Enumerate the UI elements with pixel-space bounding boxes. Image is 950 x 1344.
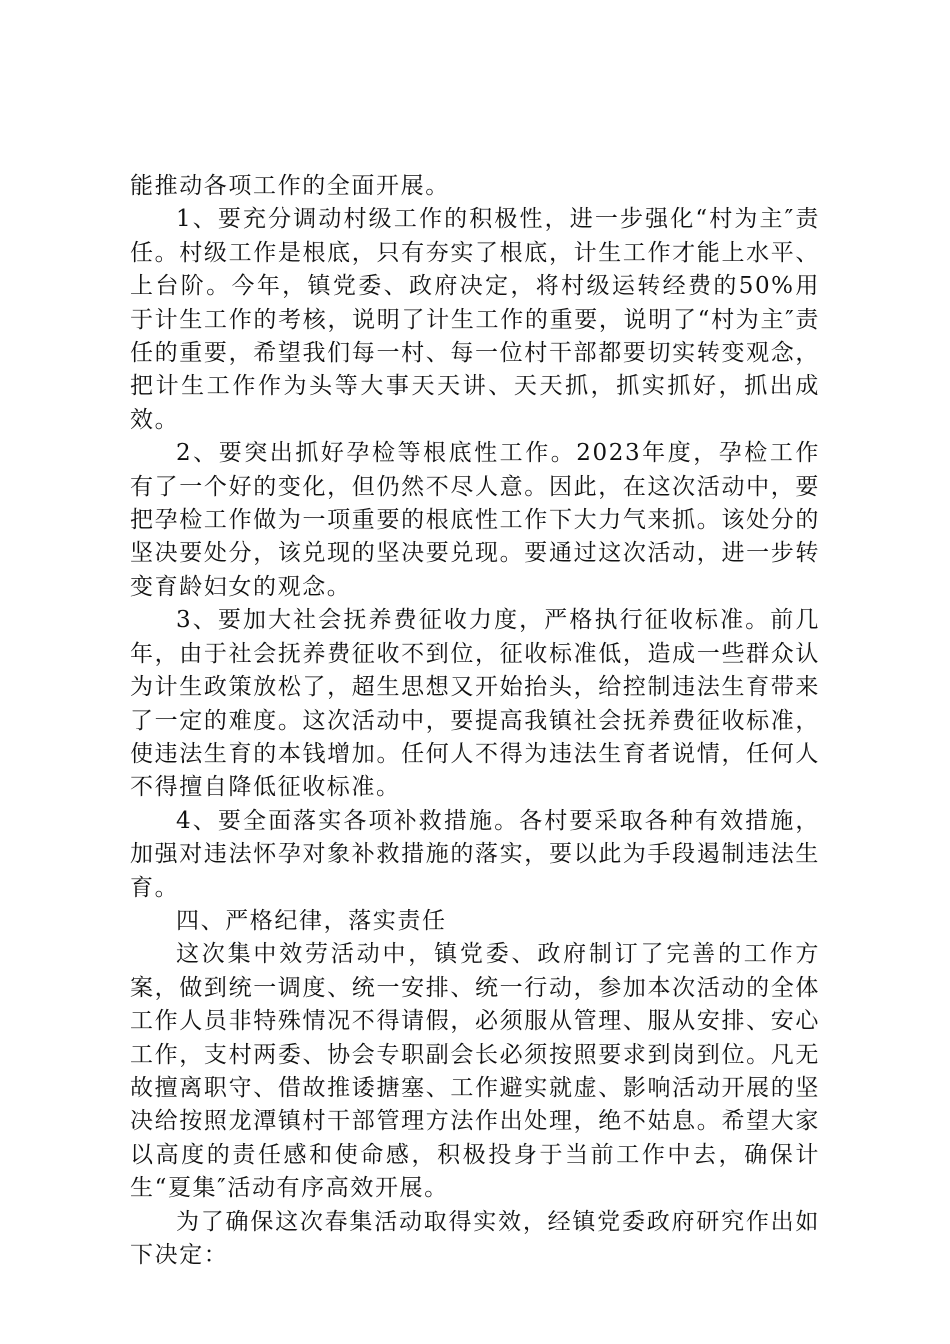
paragraph-item-2: 2、要突出抓好孕检等根底性工作。2023年度，孕检工作有了一个好的变化，但仍然不尽人意。因此，在这次活动中，要把孕检工作做为一项重要的根底性工作下大力气来抓。该处分的坚决要处分，该兑现的坚决要兑现。要通过这次活动，进一步转变育龄妇女的观念。 [130, 440, 820, 600]
paragraph-item-1: 1、要充分调动村级工作的积极性，进一步强化“村为主″责任。村级工作是根底，只有夯实了根底，计生工作才能上水平、上台阶。今年，镇党委、政府决定，将村级运转经费的50%用于计生工作的考核，说明了计生工作的重要，说明了“村为主″责任的重要，希望我们每一村、每一位村干部都要切实转变观念，把计生工作作为头等大事天天讲、天天抓，抓实抓好，抓出成效。 [130, 206, 820, 433]
paragraph-item-3: 3、要加大社会抚养费征收力度，严格执行征收标准。前几年，由于社会抚养费征收不到位，征收标准低，造成一些群众认为计生政策放松了，超生思想又开始抬头，给控制违法生育带来了一定的难度。这次活动中，要提高我镇社会抚养费征收标准，使违法生育的本钱增加。任何人不得为违法生育者说情，任何人不得擅自降低征收标准。 [130, 607, 820, 801]
paragraph-discipline: 这次集中效劳活动中，镇党委、政府制订了完善的工作方案，做到统一调度、统一安排、统一行动，参加本次活动的全体工作人员非特殊情况不得请假，必须服从管理、服从安排、安心工作，支村两委、协会专职副会长必须按照要求到岗到位。凡无故擅离职守、借故推诿搪塞、工作避实就虚、影响活动开展的坚决给按照龙潭镇村干部管理方法作出处理，绝不姑息。希望大家以高度的责任感和使命感，积极投身于当前工作中去，确保计生“夏集″活动有序高效开展。 [130, 941, 820, 1202]
section-heading: 四、严格纪律，落实责任 [176, 907, 447, 934]
paragraph-item-4: 4、要全面落实各项补救措施。各村要采取各种有效措施，加强对违法怀孕对象补救措施的落实，要以此为手段遏制违法生育。 [130, 807, 820, 901]
paragraph-continuation: 能推动各项工作的全面开展。 [130, 173, 450, 199]
paragraph-decision: 为了确保这次春集活动取得实效，经镇党委政府研究作出如下决定： [130, 1208, 820, 1268]
document-body [130, 170, 820, 1272]
